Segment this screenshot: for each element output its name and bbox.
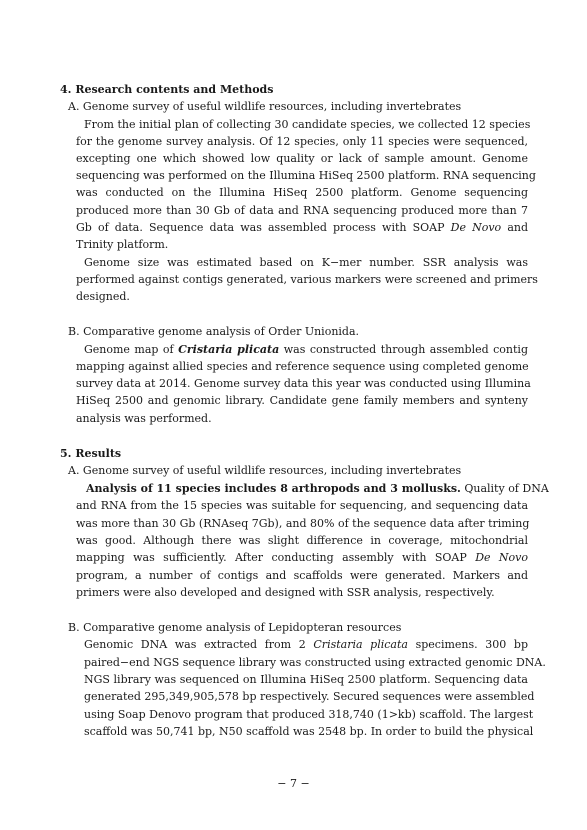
paragraph-line: Trinity platform. (76, 238, 169, 251)
paragraph-line: Genome size was estimated based on K−mer number. SSR analysis was (84, 256, 528, 269)
section-4b-title: B. Comparative genome analysis of Order Unionida. (68, 325, 360, 338)
text-segment: Quality of DNA (464, 482, 549, 495)
paragraph-line: was more than 30 Gb (RNAseq 7Gb), and 80% of the sequence data after triming (76, 517, 530, 530)
paragraph-line-mixed (86, 482, 549, 496)
paragraph-line: NGS library was sequenced on Illumina HiSeq 2500 platform. Sequencing data (84, 673, 528, 686)
paragraph-line: scaffold was 50,741 bp, N50 scaffold was 2548 bp. In order to build the physical (84, 725, 534, 738)
species-name: Cristaria plicata (178, 343, 280, 356)
species-name: Cristaria plicata (313, 638, 408, 651)
text-segment: mapping was sufficiently. After conducting assembly with SOAP (76, 551, 467, 564)
paragraph-line: HiSeq 2500 and genomic library. Candidate gene family members and synteny (76, 394, 528, 407)
text-segment: and (507, 221, 529, 234)
paragraph-line: was conducted on the Illumina HiSeq 2500 platform. Genome sequencing (76, 186, 528, 199)
text-segment: Gb of data. Sequence data was assembled process with SOAP (76, 221, 445, 234)
paragraph-line: primers were also developed and designed with SSR analysis, respectively. (76, 586, 495, 599)
paragraph-line: survey data at 2014. Genome survey data this year was conducted using Illumina (76, 377, 531, 390)
paragraph-line: paired−end NGS sequence library was constructed using extracted genomic DNA. (84, 656, 546, 669)
paragraph-line: program, a number of contigs and scaffolds were generated. Markers and (76, 569, 528, 582)
paragraph-line: From the initial plan of collecting 30 candidate species, we collected 12 species (84, 118, 531, 131)
bold-summary: Analysis of 11 species includes 8 arthropods and 3 mollusks. (86, 482, 461, 495)
paragraph-line: using Soap Denovo program that produced 318,740 (1>kb) scaffold. The largest (84, 708, 534, 721)
text-segment: Genome map of (84, 343, 174, 356)
paragraph-line-mixed (76, 221, 528, 235)
paragraph-line: mapping against allied species and reference sequence using completed genome (76, 360, 529, 373)
paragraph-line: sequencing was performed on the Illumina HiSeq 2500 platform. RNA sequencing (76, 169, 536, 182)
paragraph-line-mixed (84, 638, 528, 652)
section-5a-title: A. Genome survey of useful wildlife resources, including invertebrates (68, 464, 462, 477)
text-segment: specimens. 300 bp (415, 638, 528, 651)
paragraph-line: generated 295,349,905,578 bp respectively. Secured sequences were assembled (84, 690, 535, 703)
section-4a-title: A. Genome survey of useful wildlife resources, including invertebrates (68, 100, 462, 113)
paragraph-line: designed. (76, 290, 130, 303)
text-segment: was constructed through assembled contig (283, 343, 528, 356)
page-number: − 7 − (277, 777, 310, 790)
italic-term: De Novo (450, 221, 502, 234)
paragraph-line: produced more than 30 Gb of data and RNA sequencing produced more than 7 (76, 204, 528, 217)
section-5-heading: 5. Results (60, 447, 122, 460)
paragraph-line: was good. Although there was slight difference in coverage, mitochondrial (76, 534, 528, 547)
paragraph-line-mixed (84, 343, 528, 357)
paragraph-line: analysis was performed. (76, 412, 212, 425)
paragraph-line: and RNA from the 15 species was suitable for sequencing, and sequencing data (76, 499, 528, 512)
paragraph-line: for the genome survey analysis. Of 12 species, only 11 species were sequenced, (76, 135, 528, 148)
italic-term: De Novo (475, 551, 528, 564)
section-5b-title: B. Comparative genome analysis of Lepidopteran resources (68, 621, 402, 634)
section-4-heading: 4. Research contents and Methods (60, 83, 274, 96)
paragraph-line-mixed (76, 551, 528, 565)
paragraph-line: performed against contigs generated, various markers were screened and primers (76, 273, 538, 286)
paragraph-line: excepting one which showed low quality or lack of sample amount. Genome (76, 152, 528, 165)
text-segment: Genomic DNA was extracted from 2 (84, 638, 306, 651)
